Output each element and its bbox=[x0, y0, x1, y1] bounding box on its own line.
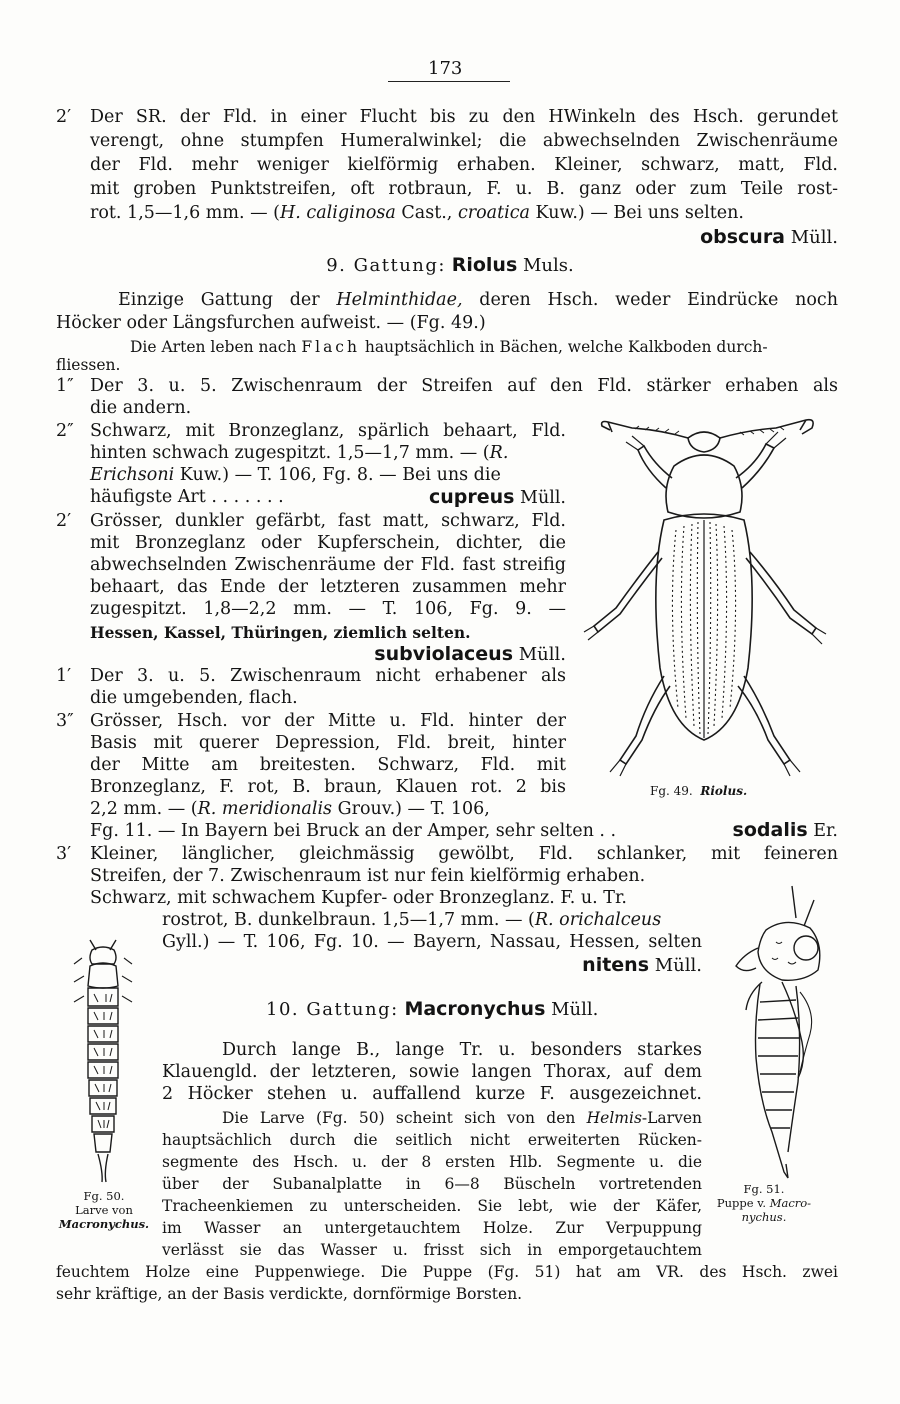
text-line: behaart, das Ende der letzteren zusammen mehr bbox=[90, 577, 566, 597]
couplet-number: 3′ bbox=[56, 844, 72, 864]
text-line: feuchtem Holze eine Puppenwiege. Die Puppe (Fg. 51) hat am VR. des Hsch. zwei bbox=[56, 1263, 838, 1281]
species-entry: Fg. 11. — In Bayern bei Bruck an der Amper, sehr selten . . sodalis Er. bbox=[90, 819, 838, 841]
text-line: mit groben Punktstreifen, oft rotbraun, F. u. B. ganz oder zum Teile rost- bbox=[90, 179, 838, 199]
figure-caption: Fg. 50. Larve von Macronychus. bbox=[58, 1189, 150, 1231]
text-line: Grösser, Hsch. vor der Mitte u. Fld. hinter der bbox=[90, 711, 566, 731]
text-line: Höcker oder Längsfurchen aufweist. — (Fg. 49.) bbox=[56, 313, 486, 333]
text-line: Der 3. u. 5. Zwischenraum der Streifen auf den Fld. stärker erhaben als bbox=[90, 376, 838, 396]
text-line: Tracheenkiemen zu unterscheiden. Sie lebt, wie der Käfer, bbox=[162, 1197, 702, 1215]
couplet-number: 3″ bbox=[56, 711, 74, 731]
larva-figure bbox=[68, 936, 138, 1186]
page-number: 173 bbox=[428, 58, 463, 79]
pupa-figure bbox=[726, 882, 842, 1182]
genus-heading: 10. Gattung: Macronychus Müll. bbox=[266, 998, 599, 1020]
couplet-number: 1′ bbox=[56, 666, 72, 686]
text-line: der Mitte am breitesten. Schwarz, Fld. mit bbox=[90, 755, 566, 775]
text-line: Basis mit querer Depression, Fld. breit, hinter bbox=[90, 733, 566, 753]
text-line: Klauengld. der letzteren, sowie langen Thorax, auf dem bbox=[162, 1062, 702, 1082]
text-line: hinten schwach zugespitzt. 1,5—1,7 mm. — (R. bbox=[90, 443, 509, 463]
text-line: abwechselnden Zwischenräume der Fld. fast streifig bbox=[90, 555, 566, 575]
text-line: verengt, ohne stumpfen Humeralwinkel; die abwechselnden Zwischenräume bbox=[90, 131, 838, 151]
species-entry: nitens Müll. bbox=[582, 954, 702, 976]
couplet-number: 2′ bbox=[56, 511, 72, 531]
text-line: Durch lange B., lange Tr. u. besonders starkes bbox=[222, 1040, 702, 1060]
text-line: Schwarz, mit Bronzeglanz, spärlich behaart, Fld. bbox=[90, 421, 566, 441]
text-line: Die Arten leben nach Flach hauptsächlich in Bächen, welche Kalkboden durch- bbox=[130, 338, 768, 356]
text-line: fliessen. bbox=[56, 356, 121, 374]
text-line: Schwarz, mit schwachem Kupfer- oder Bronzeglanz. F. u. Tr. bbox=[90, 888, 627, 908]
text-line: hauptsächlich durch die seitlich nicht erweiterten Rücken- bbox=[162, 1131, 702, 1149]
text-line: 2 Höcker stehen u. auffallend kurze F. ausgezeichnet. bbox=[162, 1084, 702, 1104]
figure-caption: Fg. 51. Puppe v. Macro- nychus. bbox=[716, 1182, 812, 1224]
text-line: segmente des Hsch. u. der 8 ersten Hlb. Segmente u. die bbox=[162, 1153, 702, 1171]
text-line: Bronzeglanz, F. rot, B. braun, Klauen rot. 2 bis bbox=[90, 777, 566, 797]
text-line: 2,2 mm. — (R. meridionalis Grouv.) — T. 106, bbox=[90, 799, 490, 819]
text-line: die umgebenden, flach. bbox=[90, 688, 298, 708]
text-line: Kleiner, länglicher, gleichmässig gewölbt, Fld. schlanker, mit feineren bbox=[90, 844, 838, 864]
text-line: Einzige Gattung der Helminthidae, deren Hsch. weder Eindrücke noch bbox=[118, 290, 838, 310]
text-line: über der Subanalplatte in 6—8 Büscheln vortretenden bbox=[162, 1175, 702, 1193]
species-name: nitens bbox=[582, 954, 650, 976]
couplet-number: 2″ bbox=[56, 421, 74, 441]
text-line: im Wasser an untergetauchtem Holze. Zur Verpuppung bbox=[162, 1219, 702, 1237]
text-line: Der 3. u. 5. Zwischenraum nicht erhabener als bbox=[90, 666, 566, 686]
text-line: Der SR. der Fld. in einer Flucht bis zu den HWinkeln des Hsch. gerundet bbox=[90, 107, 838, 127]
text-line: sehr kräftige, an der Basis verdickte, dornförmige Borsten. bbox=[56, 1285, 523, 1303]
genus-heading: 9. Gattung: Riolus Muls. bbox=[326, 254, 574, 276]
couplet-number: 2′ bbox=[56, 107, 72, 127]
text-line: Gyll.) — T. 106, Fg. 10. — Bayern, Nassau, Hessen, selten bbox=[162, 932, 702, 952]
text-line: der Fld. mehr weniger kielförmig erhaben. Kleiner, schwarz, matt, Fld. bbox=[90, 155, 838, 175]
species-entry: subviolaceus Müll. bbox=[374, 643, 566, 665]
text-line: Grösser, dunkler gefärbt, fast matt, schwarz, Fld. bbox=[90, 511, 566, 531]
page-number-rule bbox=[388, 81, 510, 82]
species-name: cupreus bbox=[429, 486, 515, 508]
text-line: Erichsoni Kuw.) — T. 106, Fg. 8. — Bei uns die bbox=[90, 465, 501, 485]
text-line: Streifen, der 7. Zwischenraum ist nur fein kielförmig erhaben. bbox=[90, 866, 646, 886]
text-line: zugespitzt. 1,8—2,2 mm. — T. 106, Fg. 9. — bbox=[90, 599, 566, 619]
couplet-number: 1″ bbox=[56, 376, 74, 396]
text-line: mit Bronzeglanz oder Kupferschein, dichter, die bbox=[90, 533, 566, 553]
species-entry: häufigste Art . . . . . . . cupreus Müll. bbox=[90, 486, 566, 508]
species-name: subviolaceus bbox=[374, 643, 514, 665]
text-line: Hessen, Kassel, Thüringen, ziemlich selten. bbox=[90, 623, 471, 642]
species-name: sodalis bbox=[732, 819, 808, 841]
species-entry: obscura Müll. bbox=[700, 226, 838, 248]
species-name: obscura bbox=[700, 226, 786, 248]
text-line: Die Larve (Fg. 50) scheint sich von den Helmis-Larven bbox=[222, 1109, 702, 1127]
text-line: die andern. bbox=[90, 398, 192, 418]
text-line: verlässt sie das Wasser u. frisst sich in emporgetauchtem bbox=[162, 1241, 702, 1259]
text-line: rostrot, B. dunkelbraun. 1,5—1,7 mm. — (R. orichalceus bbox=[162, 910, 662, 930]
figure-caption: Fg. 49. Riolus. bbox=[650, 784, 748, 798]
text-line: rot. 1,5—1,6 mm. — (H. caliginosa Cast., croatica Kuw.) — Bei uns selten. bbox=[90, 203, 744, 223]
riolus-beetle-figure bbox=[580, 408, 830, 780]
